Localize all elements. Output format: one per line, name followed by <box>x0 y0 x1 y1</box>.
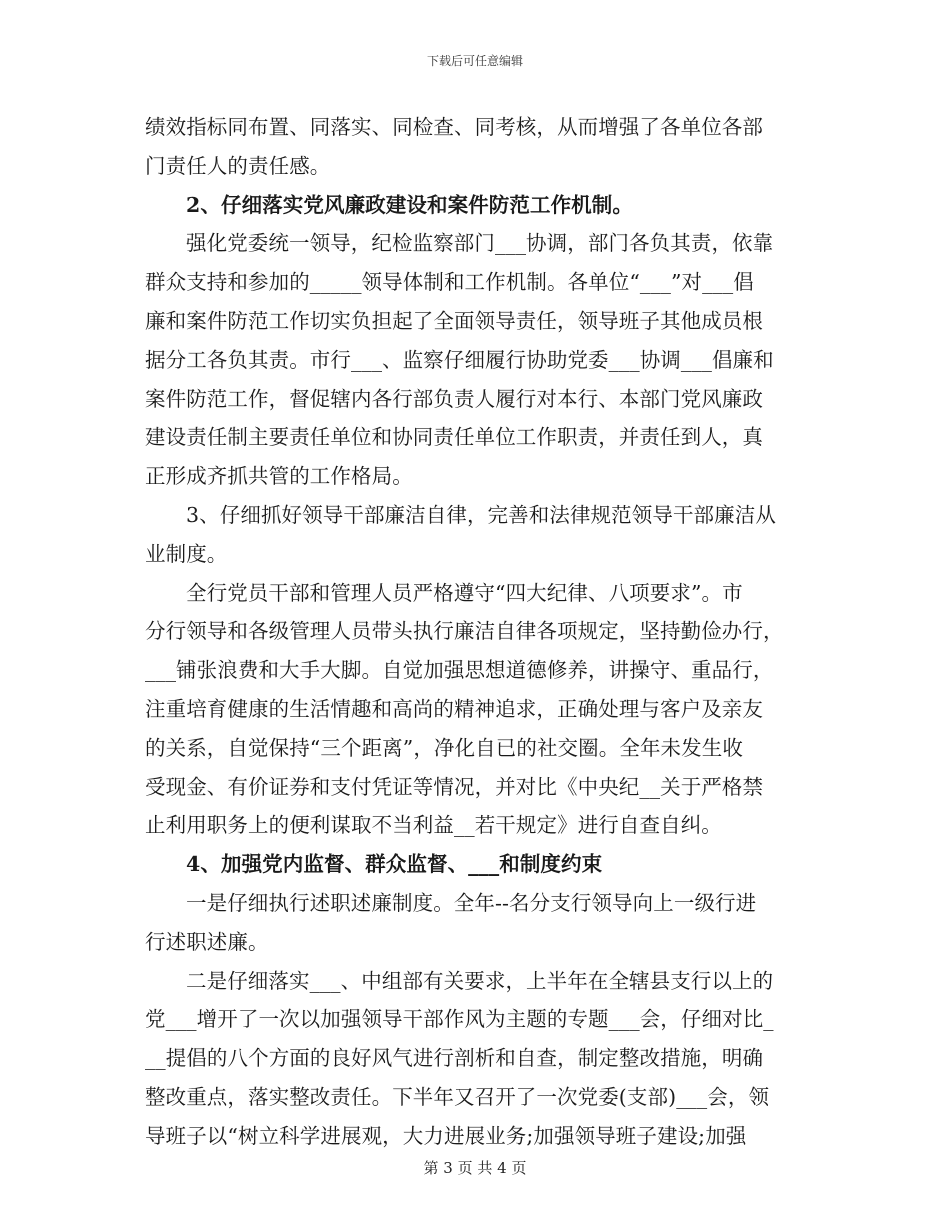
body-line: 全行党员干部和管理人员严格遵守“四大纪律、八项要求”。市 <box>186 580 743 605</box>
body-line: 一是仔细执行述职述廉制度。全年--名分支行领导向上一级行进 <box>186 890 757 915</box>
body-line: 门责任人的责任感。 <box>145 153 331 178</box>
section-heading: 3、仔细抓好领导干部廉洁自律，完善和法律规范领导干部廉洁从 <box>186 502 776 527</box>
body-line: 二是仔细落实___、中组部有关要求，上半年在全辖县支行以上的 <box>186 968 774 993</box>
body-line: 止利用职务上的便利谋取不当利益__若干规定》进行自查自纠。 <box>145 813 722 838</box>
section-heading: 4、加强党内监督、群众监督、___和制度约束 <box>186 852 603 877</box>
body-line: __提倡的八个方面的良好风气进行剖析和自查，制定整改措施，明确 <box>145 1046 764 1071</box>
page-number: 第 3 页 共 4 页 <box>423 1159 527 1177</box>
body-line: 导班子以“树立科学进展观，大力进展业务;加强领导班子建设;加强 <box>145 1123 747 1148</box>
document-body <box>145 108 805 1156</box>
body-line: ___铺张浪费和大手大脚。自觉加强思想道德修养，讲操守、重品行， <box>145 658 774 683</box>
body-line: 建设责任制主要责任单位和协同责任单位工作职责，并责任到人，真 <box>145 425 763 450</box>
body-line: 案件防范工作，督促辖内各行部负责人履行对本行、本部门党风廉政 <box>145 386 763 411</box>
body-line: 绩效指标同布置、同落实、同检查、同考核，从而增强了各单位各部 <box>145 115 763 139</box>
section-heading: 2、仔细落实党风廉政建设和案件防范工作机制。 <box>186 192 633 217</box>
body-line: 群众支持和参加的_____领导体制和工作机制。各单位“___”对___倡 <box>145 270 754 295</box>
body-line: 据分工各负其责。市行___、监察仔细履行协助党委___协调___倡廉和 <box>145 347 774 372</box>
page-header-note: 下载后可任意编辑 <box>426 54 523 68</box>
body-line: 党___增开了一次以加强领导干部作风为主题的专题___会，仔细对比_ <box>145 1007 774 1032</box>
body-line: 行述职述廉。 <box>145 929 269 954</box>
body-line: 业制度。 <box>145 541 228 566</box>
body-line: 强化党委统一领导，纪检监察部门___协调，部门各负其责，依靠 <box>186 231 774 256</box>
body-line: 正形成齐抓共管的工作格局。 <box>145 464 413 489</box>
body-line: 受现金、有价证券和支付凭证等情况，并对比《中央纪__关于严格禁 <box>145 774 764 799</box>
body-line: 分行领导和各级管理人员带头执行廉洁自律各项规定，坚持勤俭办行， <box>145 619 784 644</box>
body-line: 注重培育健康的生活情趣和高尚的精神追求，正确处理与客户及亲友 <box>145 696 763 721</box>
body-line: 整改重点，落实整改责任。下半年又召开了一次党委(支部)___会，领 <box>145 1084 770 1109</box>
body-line: 廉和案件防范工作切实负担起了全面领导责任，领导班子其他成员根 <box>145 308 763 333</box>
body-line: 的关系，自觉保持“三个距离”，净化自已的社交圈。全年未发生收 <box>145 735 743 760</box>
